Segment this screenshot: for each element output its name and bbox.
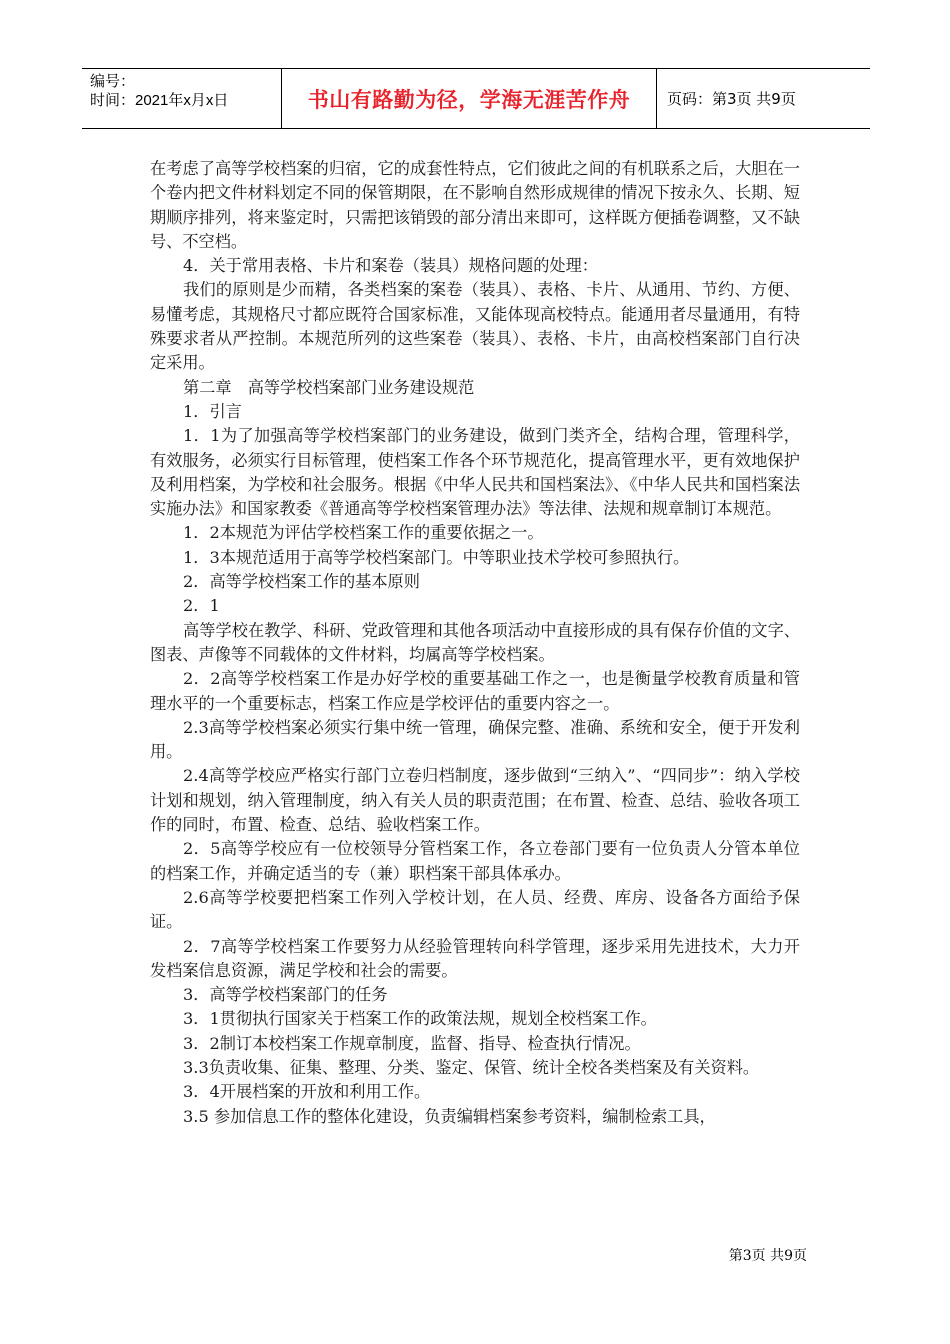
body-paragraph: 我们的原则是少而精，各类档案的案卷（装具）、表格、卡片、从通用、节约、方便、易懂考虑，其规格尺寸都应既符合国家标准，又能体现高校特点。能通用者尽量通用，有特殊要求者从严控制。本规范所列的这些案卷（装具）、表格、卡片，由高校档案部门自行决定采用。 xyxy=(150,280,800,373)
body-paragraph: 3．1贯彻执行国家关于档案工作的政策法规，规划全校档案工作。 xyxy=(183,1009,657,1029)
body-paragraph: 第二章 高等学校档案部门业务建设规范 xyxy=(183,377,475,397)
body-paragraph: 高等学校在教学、科研、党政管理和其他各项活动中直接形成的具有保存价值的文字、图表、声像等不同载体的文件材料，均属高等学校档案。 xyxy=(150,620,800,664)
header-meta-cell xyxy=(82,69,282,128)
body-paragraph: 2．高等学校档案工作的基本原则 xyxy=(183,572,420,592)
page-footer: 第3页 共9页 xyxy=(728,1248,807,1264)
body-paragraph: 1．2本规范为评估学校档案工作的重要依据之一。 xyxy=(183,523,544,543)
document-body xyxy=(150,157,800,1129)
header-page-label: 页码：第3页 共9页 xyxy=(667,90,796,108)
body-paragraph: 2．7高等学校档案工作要努力从经验管理转向科学管理，逐步采用先进技术，大力开发档案信息资源，满足学校和社会的需要。 xyxy=(150,936,800,980)
body-paragraph: 3．4开展档案的开放和利用工作。 xyxy=(183,1082,431,1102)
body-paragraph: 2．2高等学校档案工作是办好学校的重要基础工作之一，也是衡量学校教育质量和管理水平的一个重要标志，档案工作应是学校评估的重要内容之一。 xyxy=(150,669,800,713)
body-paragraph: 1．引言 xyxy=(183,401,242,421)
body-paragraph: 在考虑了高等学校档案的归宿，它的成套性特点，它们彼此之间的有机联系之后，大胆在一个卷内把文件材料划定不同的保管期限，在不影响自然形成规律的情况下按永久、长期、短期顺序排列，将来鉴定时，只需把该销毁的部分清出来即可，这样既方便插卷调整，又不缺号、不空档。 xyxy=(150,159,800,251)
body-paragraph: 3.3负责收集、征集、整理、分类、鉴定、保管、统计全校各类档案及有关资料。 xyxy=(183,1057,760,1077)
document-header xyxy=(82,68,870,129)
body-paragraph: 1．1为了加强高等学校档案部门的业务建设，做到门类齐全，结构合理，管理科学，有效服务，必须实行目标管理，使档案工作各个环节规范化，提高管理水平，更有效地保护及利用档案，为学校和社会服务。根据《中华人民共和国档案法》、《中华人民共和国档案法实施办法》和国家教委《普通高等学校档案管理办法》等法律、法规和规章制订本规范。 xyxy=(150,426,800,519)
body-paragraph: 2.6高等学校要把档案工作列入学校计划，在人员、经费、库房、设备各方面给予保证。 xyxy=(150,887,800,932)
body-paragraph: 3．高等学校档案部门的任务 xyxy=(183,985,388,1005)
body-paragraph: 4．关于常用表格、卡片和案卷（装具）规格问题的处理： xyxy=(183,256,598,276)
body-paragraph: 2.4高等学校应严格实行部门立卷归档制度，逐步做到“三纳入”、“四同步”：纳入学校计划和规划，纳入管理制度，纳入有关人员的职责范围；在布置、检查、总结、验收各项工作的同时，布置、检查、总结、验收档案工作。 xyxy=(150,766,800,835)
body-paragraph: 1．3本规范适用于高等学校档案部门。中等职业技术学校可参照执行。 xyxy=(183,547,690,567)
body-paragraph: 3．2制订本校档案工作规章制度，监督、指导、检查执行情况。 xyxy=(183,1033,641,1053)
body-paragraph: 2．5高等学校应有一位校领导分管档案工作，各立卷部门要有一位负责人分管本单位的档案工作，并确定适当的专（兼）职档案干部具体承办。 xyxy=(150,839,800,883)
document-date-label: 时间：2021年x月x日 xyxy=(90,92,229,109)
body-paragraph: 2.3高等学校档案必须实行集中统一管理，确保完整、准确、系统和安全，便于开发利用。 xyxy=(150,717,800,762)
document-number-label: 编号： xyxy=(90,73,136,90)
header-motto: 书山有路勤为径，学海无涯苦作舟 xyxy=(282,69,657,128)
body-paragraph: 2．1 xyxy=(183,596,220,616)
body-paragraph: 3.5 参加信息工作的整体化建设，负责编辑档案参考资料，编制检索工具， xyxy=(183,1106,716,1126)
